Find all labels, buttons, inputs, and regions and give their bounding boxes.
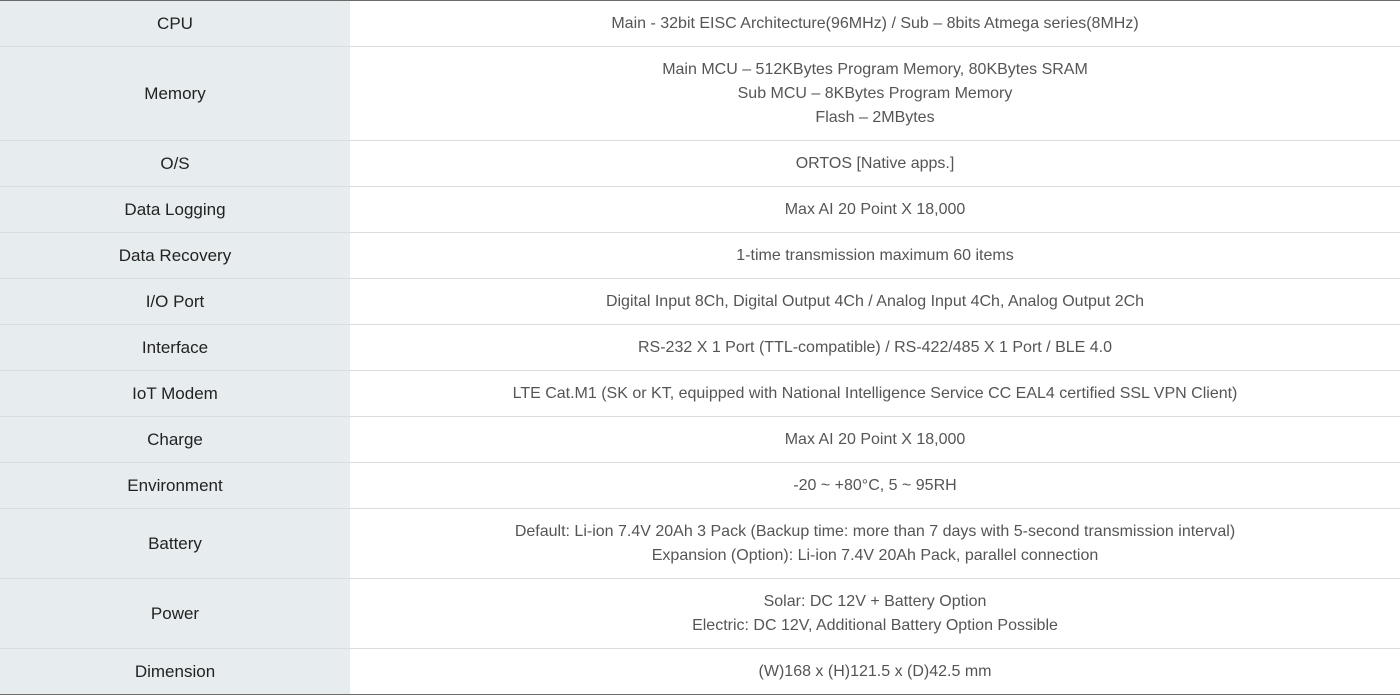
spec-label: CPU — [0, 1, 350, 47]
spec-value-line: Max AI 20 Point X 18,000 — [784, 430, 966, 448]
spec-value — [350, 417, 1400, 463]
spec-value — [350, 279, 1400, 325]
spec-row — [0, 279, 1400, 325]
spec-value-line: Electric: DC 12V, Additional Battery Option Possible — [692, 616, 1058, 634]
spec-label: Charge — [0, 417, 350, 463]
spec-label: Interface — [0, 325, 350, 371]
spec-row — [0, 141, 1400, 187]
spec-label: I/O Port — [0, 279, 350, 325]
spec-value-line: 1-time transmission maximum 60 items — [736, 246, 1014, 264]
spec-row — [0, 463, 1400, 509]
spec-row — [0, 187, 1400, 233]
spec-row — [0, 509, 1400, 579]
spec-label: O/S — [0, 141, 350, 187]
spec-table-body — [0, 1, 1400, 695]
spec-value-line: Max AI 20 Point X 18,000 — [784, 200, 966, 218]
spec-value — [350, 1, 1400, 47]
spec-value — [350, 371, 1400, 417]
spec-label: Battery — [0, 509, 350, 579]
spec-value — [350, 325, 1400, 371]
spec-value — [350, 47, 1400, 141]
spec-row — [0, 649, 1400, 695]
spec-label: IoT Modem — [0, 371, 350, 417]
spec-value-line: Main MCU – 512KBytes Program Memory, 80KBytes SRAM — [662, 60, 1088, 78]
spec-label: Environment — [0, 463, 350, 509]
spec-value-line: Main - 32bit EISC Architecture(96MHz) / Sub – 8bits Atmega series(8MHz) — [611, 14, 1139, 32]
spec-value-line: Default: Li-ion 7.4V 20Ah 3 Pack (Backup time: more than 7 days with 5-second transmission interval) — [514, 522, 1236, 540]
spec-row — [0, 417, 1400, 463]
spec-value — [350, 579, 1400, 649]
spec-value-line: (W)168 x (H)121.5 x (D)42.5 mm — [758, 662, 992, 680]
spec-value-line: Solar: DC 12V + Battery Option — [763, 592, 987, 610]
spec-label: Data Recovery — [0, 233, 350, 279]
spec-row — [0, 47, 1400, 141]
spec-label: Data Logging — [0, 187, 350, 233]
spec-value-line: LTE Cat.M1 (SK or KT, equipped with National Intelligence Service CC EAL4 certified SSL VPN Client) — [512, 384, 1238, 402]
spec-row — [0, 371, 1400, 417]
spec-row — [0, 325, 1400, 371]
spec-value — [350, 649, 1400, 695]
spec-value — [350, 141, 1400, 187]
spec-row — [0, 1, 1400, 47]
spec-value-line: Sub MCU – 8KBytes Program Memory — [737, 84, 1013, 102]
spec-value — [350, 463, 1400, 509]
spec-value-line: Flash – 2MBytes — [815, 108, 935, 126]
spec-label: Dimension — [0, 649, 350, 695]
spec-value-line: Expansion (Option): Li-ion 7.4V 20Ah Pack, parallel connection — [651, 546, 1099, 564]
spec-value-line: RS-232 X 1 Port (TTL-compatible) / RS-422/485 X 1 Port / BLE 4.0 — [638, 338, 1112, 356]
spec-row — [0, 579, 1400, 649]
spec-value — [350, 509, 1400, 579]
spec-value-line: Digital Input 8Ch, Digital Output 4Ch / Analog Input 4Ch, Analog Output 2Ch — [605, 292, 1145, 310]
spec-label: Memory — [0, 47, 350, 141]
spec-row — [0, 233, 1400, 279]
spec-value-line: ORTOS [Native apps.] — [795, 154, 955, 172]
spec-value-line: -20 ~ +80°C, 5 ~ 95RH — [793, 476, 957, 494]
spec-label: Power — [0, 579, 350, 649]
spec-value — [350, 187, 1400, 233]
spec-value — [350, 233, 1400, 279]
